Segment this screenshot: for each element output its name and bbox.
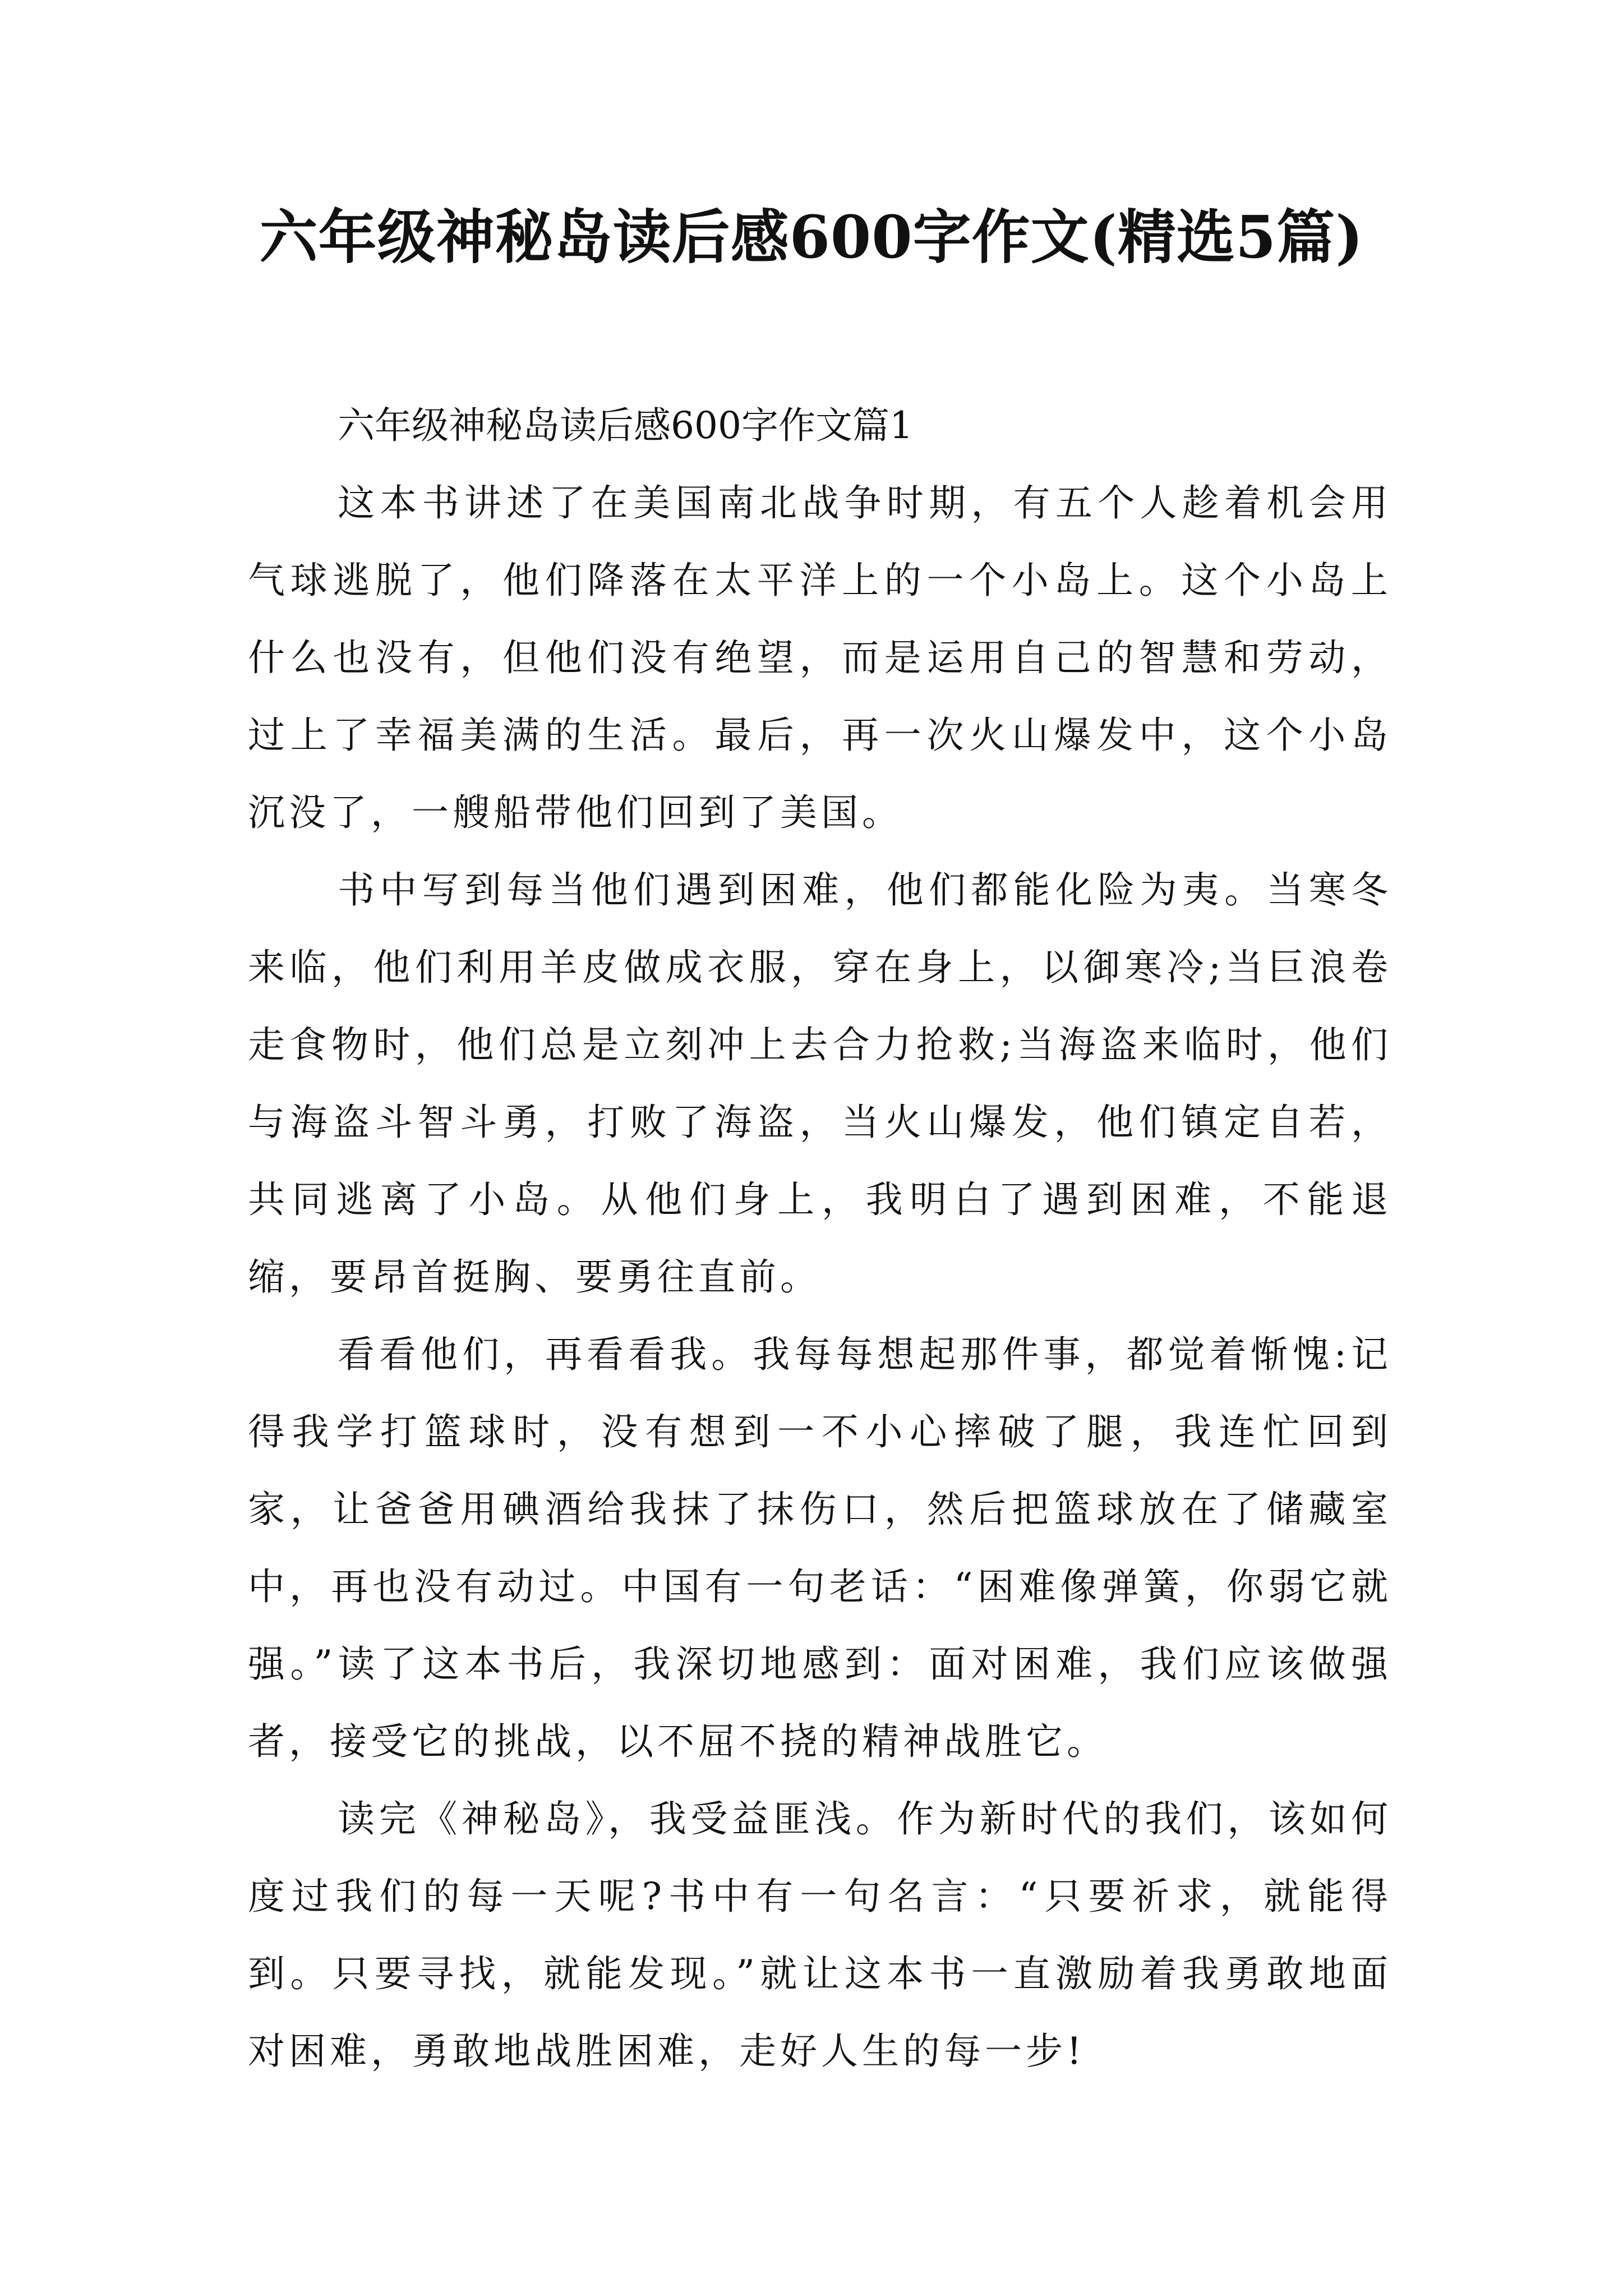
paragraph-3: 看看他们，再看看我。我每每想起那件事，都觉着惭愧:记得我学打篮球时，没有想到一不小心摔破了腿，我连忙回到家，让爸爸用碘酒给我抹了抹伤口，然后把篮球放在了储藏室中，再也没有动过。中国有一句老话：“困难像弹簧，你弱它就强。”读了这本书后，我深切地感到：面对困难，我们应该做强者，接受它的挑战，以不屈不挠的精神战胜它。 xyxy=(248,1333,1392,1763)
paragraph-2: 书中写到每当他们遇到困难，他们都能化险为夷。当寒冬来临，他们利用羊皮做成衣服，穿在身上，以御寒冷;当巨浪卷走食物时，他们总是立刻冲上去合力抢救;当海盗来临时，他们与海盗斗智斗勇，打败了海盗，当火山爆发，他们镇定自若，共同逃离了小岛。从他们身上，我明白了遇到困难，不能退缩，要昂首挺胸、要勇往直前。 xyxy=(248,868,1392,1299)
section-heading: 六年级神秘岛读后感600字作文篇1 xyxy=(338,404,913,447)
paragraph-4: 读完《神秘岛》，我受益匪浅。作为新时代的我们，该如何度过我们的每一天呢?书中有一句名言：“只要祈求，就能得到。只要寻找，就能发现。”就让这本书一直激励着我勇敢地面对困难，勇敢地战胜困难，走好人生的每一步! xyxy=(248,1797,1392,2073)
document-title: 六年级神秘岛读后感600字作文(精选5篇) xyxy=(259,203,1364,272)
paragraph-1: 这本书讲述了在美国南北战争时期，有五个人趁着机会用气球逃脱了，他们降落在太平洋上的一个小岛上。这个小岛上什么也没有，但他们没有绝望，而是运用自己的智慧和劳动，过上了幸福美满的生活。最后，再一次火山爆发中，这个小岛沉没了，一艘船带他们回到了美国。 xyxy=(248,481,1392,834)
document-body xyxy=(248,387,1392,2090)
